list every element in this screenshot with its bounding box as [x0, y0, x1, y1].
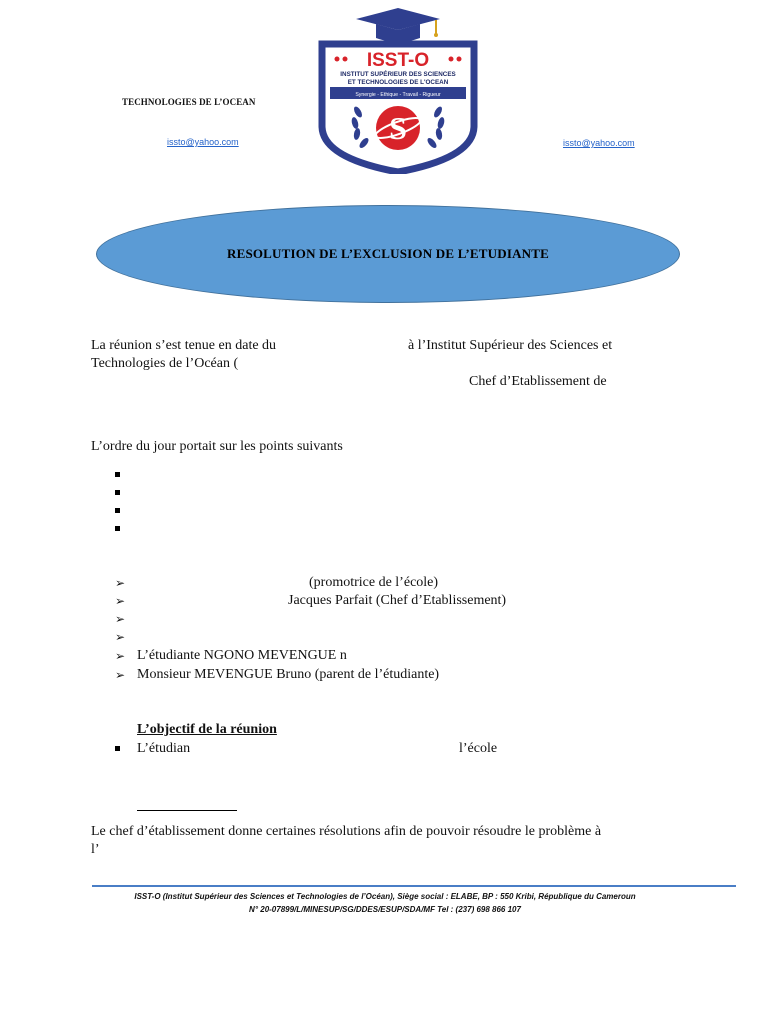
footer-line2: N° 20-07899/L/MINESUP/SG/DDES/ESUP/SDA/MF Tel : (237) 698 866 107 — [249, 905, 521, 914]
arrow-bullet-icon: ➢ — [115, 576, 126, 590]
graduation-cap-icon — [356, 8, 440, 42]
footer-line1: ISST-O (Institut Supérieur des Sciences et Technologies de l’Océan), Siège social : ELABE, BP : 550 Kribi, République du Cameroun — [134, 892, 636, 901]
isst-o-logo — [318, 8, 478, 174]
objective-item-right: l’école — [459, 741, 498, 756]
attendee-item: L’étudiante NGONO MEVENGUE n — [137, 648, 347, 663]
attendee-item: Jacques Parfait (Chef d’Etablissement) — [288, 593, 507, 608]
attendee-item: (promotrice de l’école) — [309, 575, 439, 590]
attendee-item: Monsieur MEVENGUE Bruno (parent de l’étudiante) — [137, 667, 440, 682]
resolution-line1: Le chef d’établissement donne certaines résolutions afin de pouvoir résoudre le problème à — [91, 824, 602, 839]
logo-name-text: ISST-O — [366, 50, 430, 71]
footer-divider — [92, 885, 736, 887]
agenda-bullet — [115, 490, 120, 495]
objective-heading: L’objectif de la réunion — [137, 722, 277, 737]
intro-part3: Technologies de l’Océan ( — [91, 356, 239, 371]
intro-part1: La réunion s’est tenue en date du — [91, 338, 277, 353]
svg-text:S: S — [389, 110, 407, 146]
email-link-right[interactable]: issto@yahoo.com — [563, 138, 635, 148]
logo-line2-text: ET TECHNOLOGIES DE L'OCEAN — [347, 79, 449, 86]
arrow-bullet-icon: ➢ — [115, 649, 126, 663]
objective-item-left: L’étudian — [137, 741, 191, 756]
agenda-bullet — [115, 508, 120, 513]
logo-line1-text: INSTITUT SUPÉRIEUR DES SCIENCES — [340, 71, 456, 78]
arrow-bullet-icon: ➢ — [115, 668, 126, 682]
arrow-bullet-icon: ➢ — [115, 594, 126, 608]
resolution-line2: l’ — [91, 842, 100, 857]
intro-part2: à l’Institut Supérieur des Sciences et — [408, 338, 613, 353]
objective-bullet — [115, 746, 120, 751]
email-link-left[interactable]: issto@yahoo.com — [167, 137, 239, 147]
page-title: RESOLUTION DE L’EXCLUSION DE L’ETUDIANTE — [226, 246, 549, 261]
header-institute-line: TECHNOLOGIES DE L’OCEAN — [122, 97, 256, 107]
underline-rule — [137, 810, 237, 811]
title-banner — [96, 205, 680, 303]
agenda-bullet — [115, 472, 120, 477]
agenda-bullet — [115, 526, 120, 531]
arrow-bullet-icon: ➢ — [115, 630, 126, 644]
logo-motto-text: Synergie - Ethique - Travail - Rigueur — [355, 92, 441, 98]
agenda-intro: L’ordre du jour portait sur les points suivants — [91, 439, 343, 454]
intro-part4: Chef d’Etablissement de — [469, 374, 607, 389]
arrow-bullet-icon: ➢ — [115, 612, 126, 626]
